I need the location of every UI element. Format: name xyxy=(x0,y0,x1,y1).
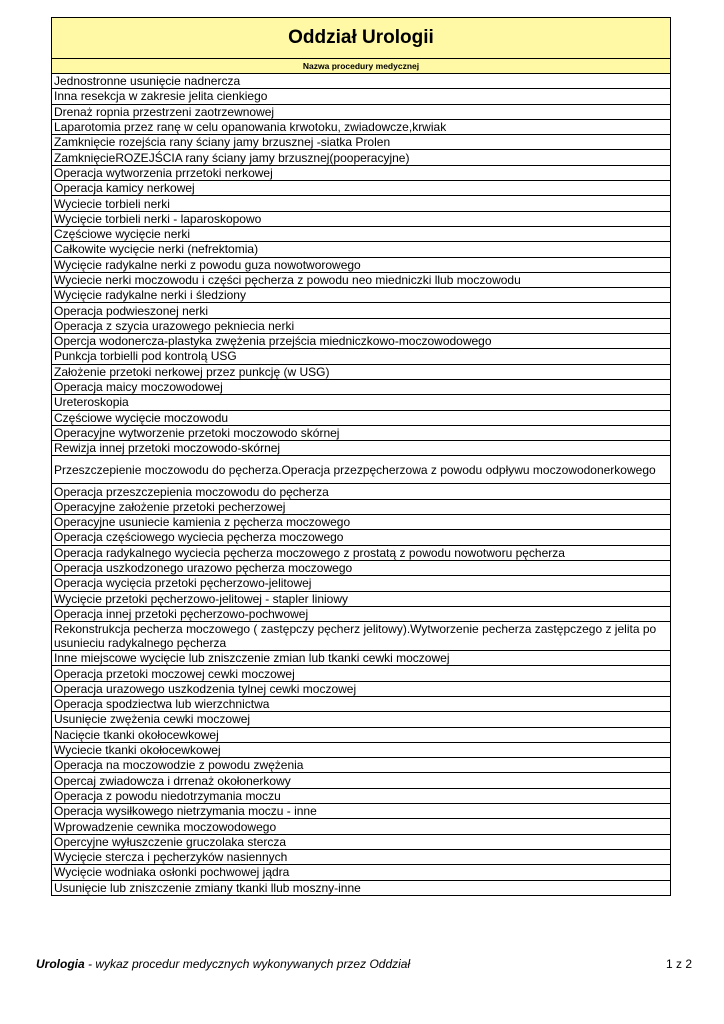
procedure-name: Operacyjne usuniecie kamienia z pęcherza moczowego xyxy=(52,515,671,530)
procedure-name: Jednostronne usunięcie nadnercza xyxy=(52,74,671,89)
table-row xyxy=(52,181,671,196)
procedure-name: Operacja spodziectwa lub wierzchnictwa xyxy=(52,696,671,711)
procedure-name: Wycięcie torbieli nerki - laparoskopowo xyxy=(52,211,671,226)
procedure-name: Wycięcie radykalne nerki z powodu guza nowotworowego xyxy=(52,257,671,272)
procedure-name: Opercaj zwiadowcza i drrenaż okołonerkowy xyxy=(52,773,671,788)
procedure-name: Wycięcie przetoki pęcherzowo-jelitowej - stapler liniowy xyxy=(52,591,671,606)
procedure-name: Wycięcie wodniaka osłonki pochwowej jądra xyxy=(52,865,671,880)
procedure-name: Operacja urazowego uszkodzenia tylnej cewki moczowej xyxy=(52,681,671,696)
table-row xyxy=(52,819,671,834)
procedure-name: Rewizja innej przetoki moczowodo-skórnej xyxy=(52,441,671,456)
procedure-name: Operacyjne założenie przetoki pecherzowej xyxy=(52,499,671,514)
table-row xyxy=(52,272,671,287)
table-row xyxy=(52,425,671,440)
table-row xyxy=(52,865,671,880)
table-row xyxy=(52,681,671,696)
table-row xyxy=(52,257,671,272)
procedure-name: Operacja na moczowodzie z powodu zwężenia xyxy=(52,758,671,773)
table-row xyxy=(52,74,671,89)
table-row xyxy=(52,303,671,318)
procedure-name: ZamknięcieROZEJŚCIA rany ściany jamy brzusznej(pooperacyjne) xyxy=(52,150,671,165)
procedure-name: Operacja kamicy nerkowej xyxy=(52,181,671,196)
procedure-name: Usunięcie zwężenia cewki moczowej xyxy=(52,712,671,727)
table-row xyxy=(52,849,671,864)
procedure-name: Operacja wytworzenia prrzetoki nerkowej xyxy=(52,165,671,180)
column-header-row xyxy=(52,59,671,74)
table-row xyxy=(52,165,671,180)
footer-department: Urologia xyxy=(36,957,85,971)
table-row xyxy=(52,135,671,150)
table-row xyxy=(52,89,671,104)
procedure-name: Nacięcie tkanki okołocewkowej xyxy=(52,727,671,742)
table-row xyxy=(52,591,671,606)
procedure-name: Operacja z powodu niedotrzymania moczu xyxy=(52,788,671,803)
table-row xyxy=(52,606,671,621)
table-row xyxy=(52,712,671,727)
procedure-name: Operacyjne wytworzenie przetoki moczowodo skórnej xyxy=(52,425,671,440)
table-row xyxy=(52,395,671,410)
table-row xyxy=(52,334,671,349)
procedure-name: Operacja innej przetoki pęcherzowo-pochwowej xyxy=(52,606,671,621)
table-row xyxy=(52,119,671,134)
procedure-name: Operacja uszkodzonego urazowo pęcherza moczowego xyxy=(52,560,671,575)
table-row xyxy=(52,773,671,788)
procedure-name: Przeszczepienie moczowodu do pęcherza.Operacja przezpęcherzowa z powodu odpływu moczowodonerkowego xyxy=(52,456,671,484)
page-title: Oddział Urologii xyxy=(52,18,671,59)
table-row xyxy=(52,696,671,711)
procedure-name: Opercja wodonercza-plastyka zwężenia przejścia miedniczkowo-moczowodowego xyxy=(52,334,671,349)
procedure-name: Laparotomia przez ranę w celu opanowania krwotoku, zwiadowcze,krwiak xyxy=(52,119,671,134)
table-row xyxy=(52,560,671,575)
procedure-name: Drenaż ropnia przestrzeni zaotrzewnowej xyxy=(52,104,671,119)
footer-caption xyxy=(36,957,410,971)
table-row xyxy=(52,545,671,560)
table-row xyxy=(52,318,671,333)
procedure-name: Operacja radykalnego wyciecia pęcherza moczowego z prostatą z powodu nowotworu pęcherza xyxy=(52,545,671,560)
procedure-name: Opercyjne wyłuszczenie gruczolaka stercza xyxy=(52,834,671,849)
table-row xyxy=(52,651,671,666)
table-row xyxy=(52,576,671,591)
table-row xyxy=(52,410,671,425)
table-row xyxy=(52,758,671,773)
table-row xyxy=(52,349,671,364)
table-row xyxy=(52,727,671,742)
procedure-name: Częściowe wycięcie moczowodu xyxy=(52,410,671,425)
procedure-name: Operacja z szycia urazowego pekniecia nerki xyxy=(52,318,671,333)
table-row xyxy=(52,834,671,849)
table-row xyxy=(52,742,671,757)
footer-description: - wykaz procedur medycznych wykonywanych przez Oddział xyxy=(84,957,411,971)
procedure-name: Inna resekcja w zakresie jelita cienkiego xyxy=(52,89,671,104)
table-row xyxy=(52,150,671,165)
table-row xyxy=(52,499,671,514)
title-row xyxy=(52,18,671,59)
procedure-name: Całkowite wycięcie nerki (nefrektomia) xyxy=(52,242,671,257)
table-row xyxy=(52,242,671,257)
procedure-name: Wyciecie tkanki okołocewkowej xyxy=(52,742,671,757)
procedure-name: Wycięcie radykalne nerki i śledziony xyxy=(52,288,671,303)
procedure-name: Operacja częściowego wyciecia pęcherza moczowego xyxy=(52,530,671,545)
procedures-table xyxy=(51,17,671,896)
procedure-name: Inne miejscowe wycięcie lub zniszczenie zmian lub tkanki cewki moczowej xyxy=(52,651,671,666)
procedure-name: Operacja przetoki moczowej cewki moczowej xyxy=(52,666,671,681)
table-row xyxy=(52,364,671,379)
table-row xyxy=(52,104,671,119)
table-row xyxy=(52,484,671,499)
table-row xyxy=(52,441,671,456)
table-row xyxy=(52,379,671,394)
procedure-name: Usunięcie lub zniszczenie zmiany tkanki llub moszny-inne xyxy=(52,880,671,895)
table-row xyxy=(52,880,671,895)
table-row xyxy=(52,226,671,241)
procedure-name: Częściowe wycięcie nerki xyxy=(52,226,671,241)
table-row xyxy=(52,196,671,211)
procedure-name: Operacja wysiłkowego nietrzymania moczu - inne xyxy=(52,804,671,819)
procedure-name: Operacja maicy moczowodowej xyxy=(52,379,671,394)
table-row xyxy=(52,804,671,819)
table-row xyxy=(52,211,671,226)
procedure-name: Punkcja torbielli pod kontrolą USG xyxy=(52,349,671,364)
table-row xyxy=(52,530,671,545)
table-row xyxy=(52,515,671,530)
procedure-name: Wyciecie nerki moczowodu i części pęcherza z powodu neo miedniczki llub moczowodu xyxy=(52,272,671,287)
procedure-name: Wprowadzenie cewnika moczowodowego xyxy=(52,819,671,834)
procedure-name: Zamknięcie rozejścia rany ściany jamy brzusznej -siatka Prolen xyxy=(52,135,671,150)
procedure-name: Wycięcie stercza i pęcherzyków nasiennych xyxy=(52,849,671,864)
procedure-name: Operacja wycięcia przetoki pęcherzowo-jelitowej xyxy=(52,576,671,591)
table-row xyxy=(52,456,671,484)
table-row xyxy=(52,288,671,303)
procedure-name: Założenie przetoki nerkowej przez punkcję (w USG) xyxy=(52,364,671,379)
table-row xyxy=(52,666,671,681)
page-number: 1 z 2 xyxy=(665,957,692,971)
table-row xyxy=(52,788,671,803)
procedure-name: Operacja przeszczepienia moczowodu do pęcherza xyxy=(52,484,671,499)
procedure-name: Operacja podwieszonej nerki xyxy=(52,303,671,318)
column-header: Nazwa procedury medycznej xyxy=(52,59,671,74)
procedure-name: Rekonstrukcja pecherza moczowego ( zastępczy pęcherz jelitowy).Wytworzenie pecherza zastępczego z jelita po usunieciu radykalnego pęcherza xyxy=(52,622,671,651)
table-row xyxy=(52,622,671,651)
procedure-name: Ureteroskopia xyxy=(52,395,671,410)
procedure-name: Wyciecie torbieli nerki xyxy=(52,196,671,211)
